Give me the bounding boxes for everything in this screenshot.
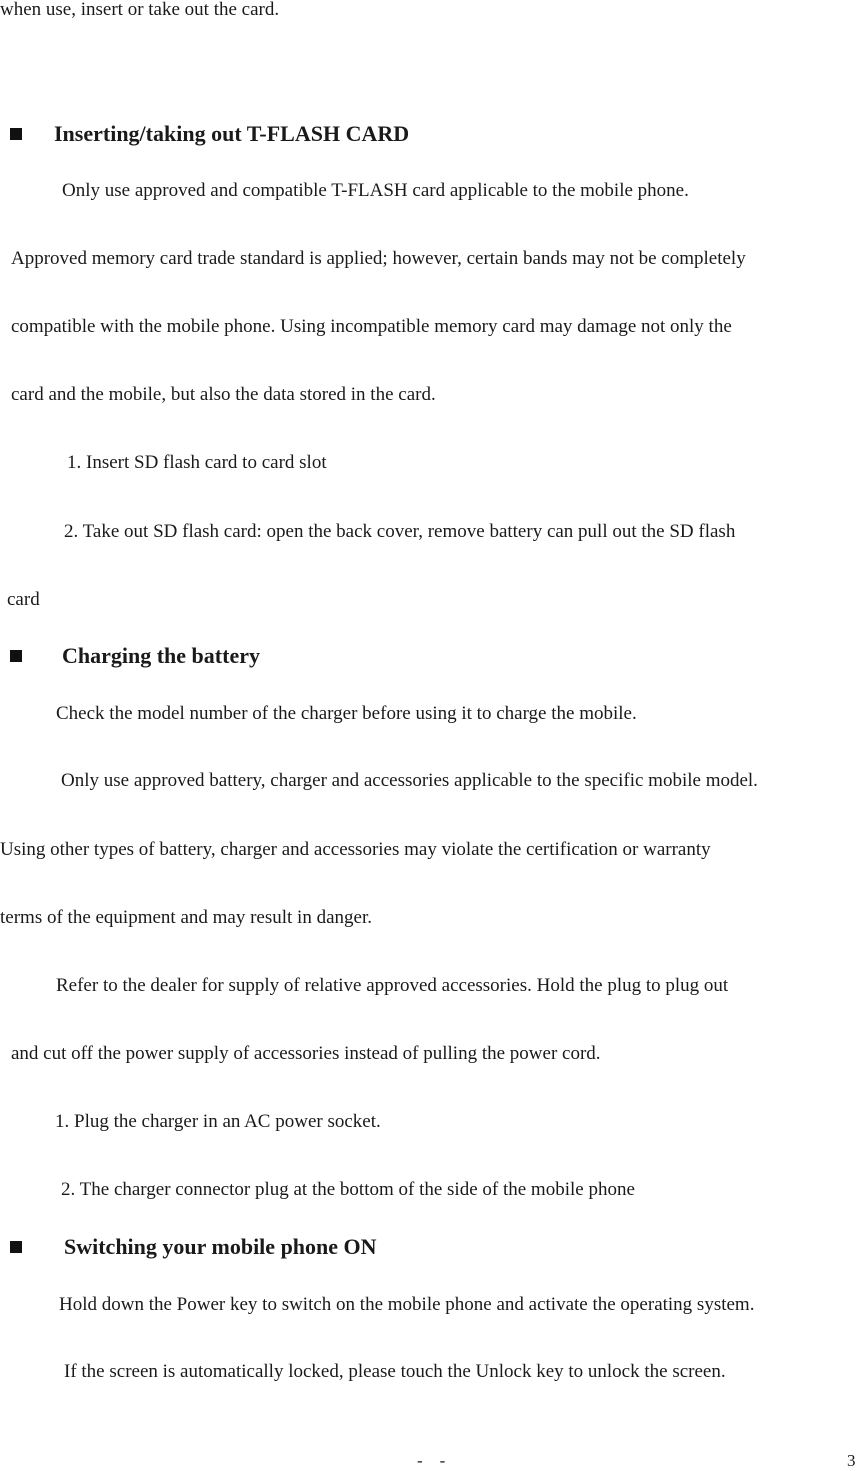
paragraph-line: Approved memory card trade standard is applied; however, certain bands may not be completely [11, 248, 746, 269]
paragraph-line: Hold down the Power key to switch on the mobile phone and activate the operating system. [59, 1294, 755, 1315]
section-heading-charging: Charging the battery [62, 643, 260, 668]
list-item: 2. Take out SD flash card: open the back cover, remove battery can pull out the SD flash [64, 521, 736, 542]
list-item: 2. The charger connector plug at the bottom of the side of the mobile phone [61, 1179, 635, 1200]
intro-text: when use, insert or take out the card. [0, 0, 280, 20]
list-item-continuation: card [7, 589, 40, 610]
paragraph-line: and cut off the power supply of accessories instead of pulling the power cord. [11, 1043, 601, 1064]
square-bullet-icon [10, 128, 22, 140]
section-heading-tflash: Inserting/taking out T-FLASH CARD [54, 121, 410, 146]
list-item: 1. Insert SD flash card to card slot [67, 452, 327, 473]
paragraph-line: Using other types of battery, charger and accessories may violate the certification or warranty [0, 839, 711, 860]
paragraph-line: card and the mobile, but also the data stored in the card. [11, 384, 436, 405]
paragraph-line: If the screen is automatically locked, please touch the Unlock key to unlock the screen. [64, 1361, 726, 1382]
paragraph-line: Check the model number of the charger before using it to charge the mobile. [56, 703, 637, 724]
paragraph-line: Refer to the dealer for supply of relative approved accessories. Hold the plug to plug out [56, 975, 729, 996]
footer-dashes: - - [417, 1451, 446, 1470]
section-heading-power-on: Switching your mobile phone ON [64, 1234, 377, 1259]
paragraph-line: Only use approved battery, charger and accessories applicable to the specific mobile model. [61, 770, 758, 791]
paragraph-line: compatible with the mobile phone. Using incompatible memory card may damage not only the [11, 316, 732, 337]
square-bullet-icon [10, 1241, 22, 1253]
paragraph-line: Only use approved and compatible T-FLASH card applicable to the mobile phone. [62, 180, 689, 201]
paragraph-line: terms of the equipment and may result in danger. [0, 907, 372, 928]
list-item: 1. Plug the charger in an AC power socket. [55, 1111, 381, 1132]
page-number: 3 [847, 1451, 856, 1470]
square-bullet-icon [10, 650, 22, 662]
